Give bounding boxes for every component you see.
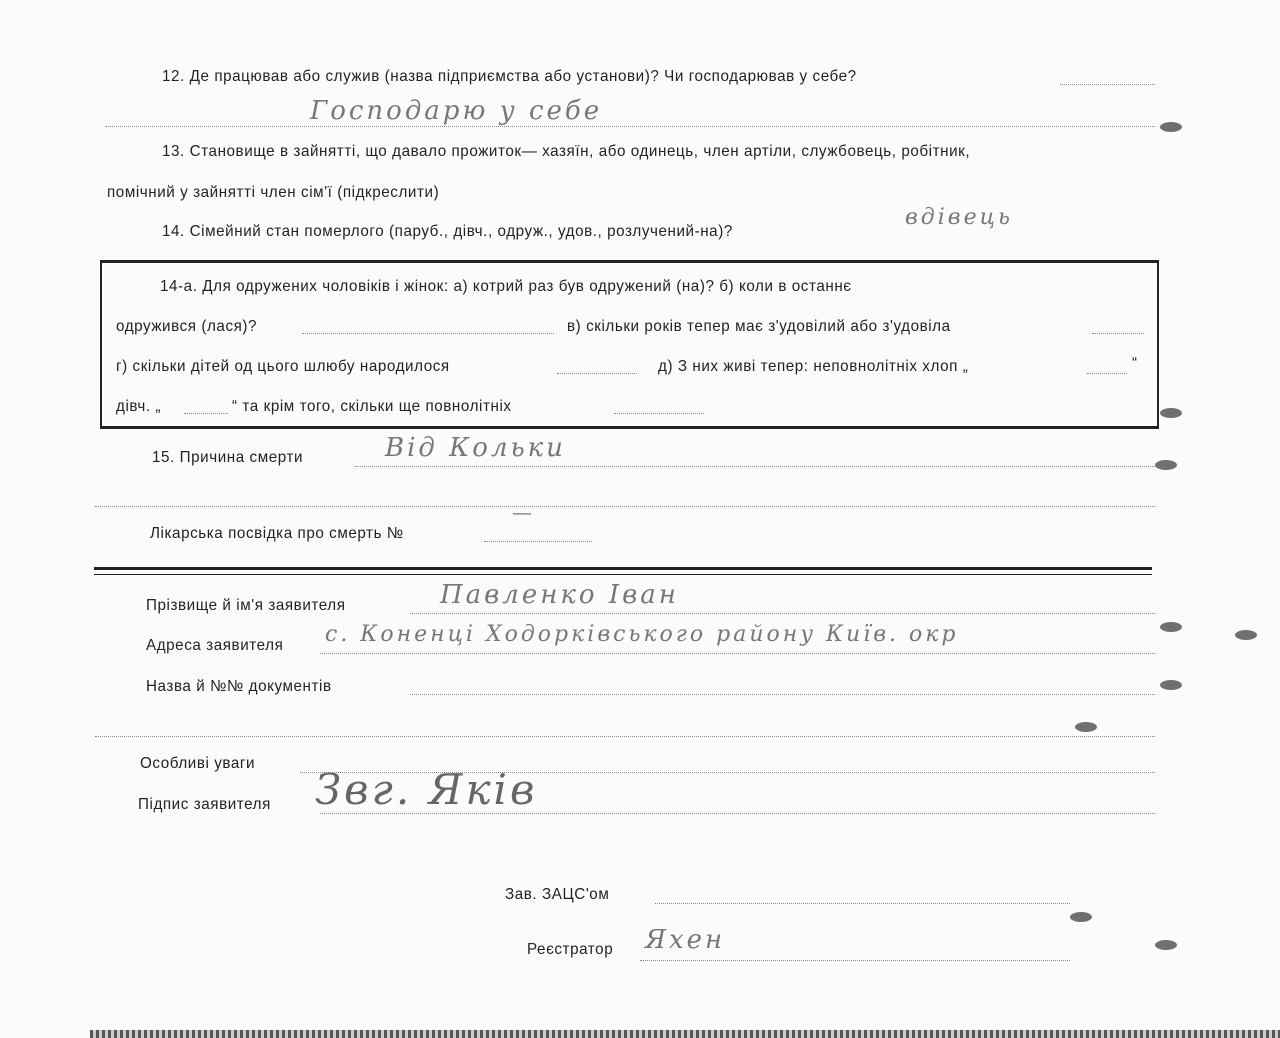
q15-answer-line bbox=[355, 466, 1155, 467]
divider-top bbox=[94, 567, 1152, 570]
q14a-line4a: дівч. „ bbox=[116, 398, 162, 415]
documents-line bbox=[410, 694, 1155, 695]
q14a-line4b: “ та крім того, скільки ще повнолітніх bbox=[232, 398, 512, 415]
registrar-signature: Яхен bbox=[645, 925, 726, 955]
medical-line bbox=[484, 541, 592, 542]
q12-answer-line bbox=[105, 126, 1155, 127]
applicant-name-line bbox=[410, 613, 1155, 614]
documents-label: Назва й №№ документів bbox=[146, 678, 332, 695]
q14-label: 14. Сімейний стан померлого (паруб., дівч., одруж., удов., розлучений-на)? bbox=[162, 223, 733, 240]
q14a-line2b: в) скільки років тепер має з'удовілий або з'удовіла bbox=[567, 318, 951, 335]
punch-hole-mark bbox=[1160, 408, 1182, 418]
q14a-adults-line bbox=[614, 413, 704, 414]
signature-line bbox=[320, 813, 1155, 814]
q14-answer: вдівець bbox=[905, 205, 1013, 230]
q14a-g-line bbox=[557, 373, 637, 374]
medical-answer: — bbox=[512, 500, 535, 524]
registrar-line bbox=[640, 960, 1070, 961]
applicant-address: с. Коненці Ходорківського району Київ. окр bbox=[325, 622, 959, 647]
punch-hole-mark bbox=[1155, 940, 1177, 950]
punch-hole-mark bbox=[1155, 460, 1177, 470]
punch-hole-mark bbox=[1160, 622, 1182, 632]
q14a-girls-line bbox=[184, 413, 228, 414]
q14a-b-line bbox=[302, 333, 554, 334]
signature-label: Підпис заявителя bbox=[138, 796, 271, 813]
q15-answer: Від Кольки bbox=[385, 433, 566, 463]
q14a-line3c: “ bbox=[1132, 355, 1138, 372]
applicant-address-label: Адреса заявителя bbox=[146, 637, 284, 654]
applicant-signature: Звг. Яків bbox=[315, 765, 538, 814]
q14a-line3b: д) З них живі тепер: неповнолітніх хлоп „ bbox=[658, 358, 969, 375]
q14a-v-line bbox=[1092, 333, 1144, 334]
q13-line2: помічний у зайнятті член сім'ї (підкреслити) bbox=[107, 184, 440, 201]
q15-label: 15. Причина смерти bbox=[152, 449, 304, 466]
head-line bbox=[655, 903, 1070, 904]
perforated-edge bbox=[90, 1030, 1280, 1038]
punch-hole-mark bbox=[1160, 122, 1182, 132]
q12-label: 12. Де працював або служив (назва підприємства або установи)? Чи господарював у себе? bbox=[162, 68, 857, 85]
q14a-d-line bbox=[1087, 373, 1127, 374]
applicant-name: Павленко Іван bbox=[440, 580, 679, 610]
q12-fill-line bbox=[1060, 84, 1155, 85]
divider-bottom bbox=[94, 574, 1152, 575]
q14a-box bbox=[100, 260, 1159, 429]
medical-label: Лікарська посвідка про смерть № bbox=[150, 525, 404, 542]
applicant-address-line bbox=[320, 653, 1155, 654]
q14a-line1: 14-а. Для одружених чоловіків і жінок: а) котрий раз був одружений (на)? б) коли в останнє bbox=[160, 278, 852, 295]
q14a-line2a: одружився (лася)? bbox=[116, 318, 258, 335]
punch-hole-mark bbox=[1075, 722, 1097, 732]
notes-label: Особливі уваги bbox=[140, 755, 256, 772]
q12-answer: Господарю у себе bbox=[310, 96, 603, 126]
punch-hole-mark bbox=[1160, 680, 1182, 690]
punch-hole-mark bbox=[1235, 630, 1257, 640]
documents-extra-line bbox=[95, 736, 1155, 737]
q15-extra-line bbox=[95, 506, 1155, 507]
q13-line1: 13. Становище в зайнятті, що давало прожиток— хазяїн, або одинець, член артіли, службовець, робітник, bbox=[162, 143, 971, 160]
registrar-label: Реєстратор bbox=[527, 941, 614, 958]
head-label: Зав. ЗАЦС'ом bbox=[505, 886, 610, 903]
applicant-name-label: Прізвище й ім'я заявителя bbox=[146, 597, 346, 614]
q14a-line3a: г) скільки дітей од цього шлюбу народилося bbox=[116, 358, 450, 375]
punch-hole-mark bbox=[1070, 912, 1092, 922]
